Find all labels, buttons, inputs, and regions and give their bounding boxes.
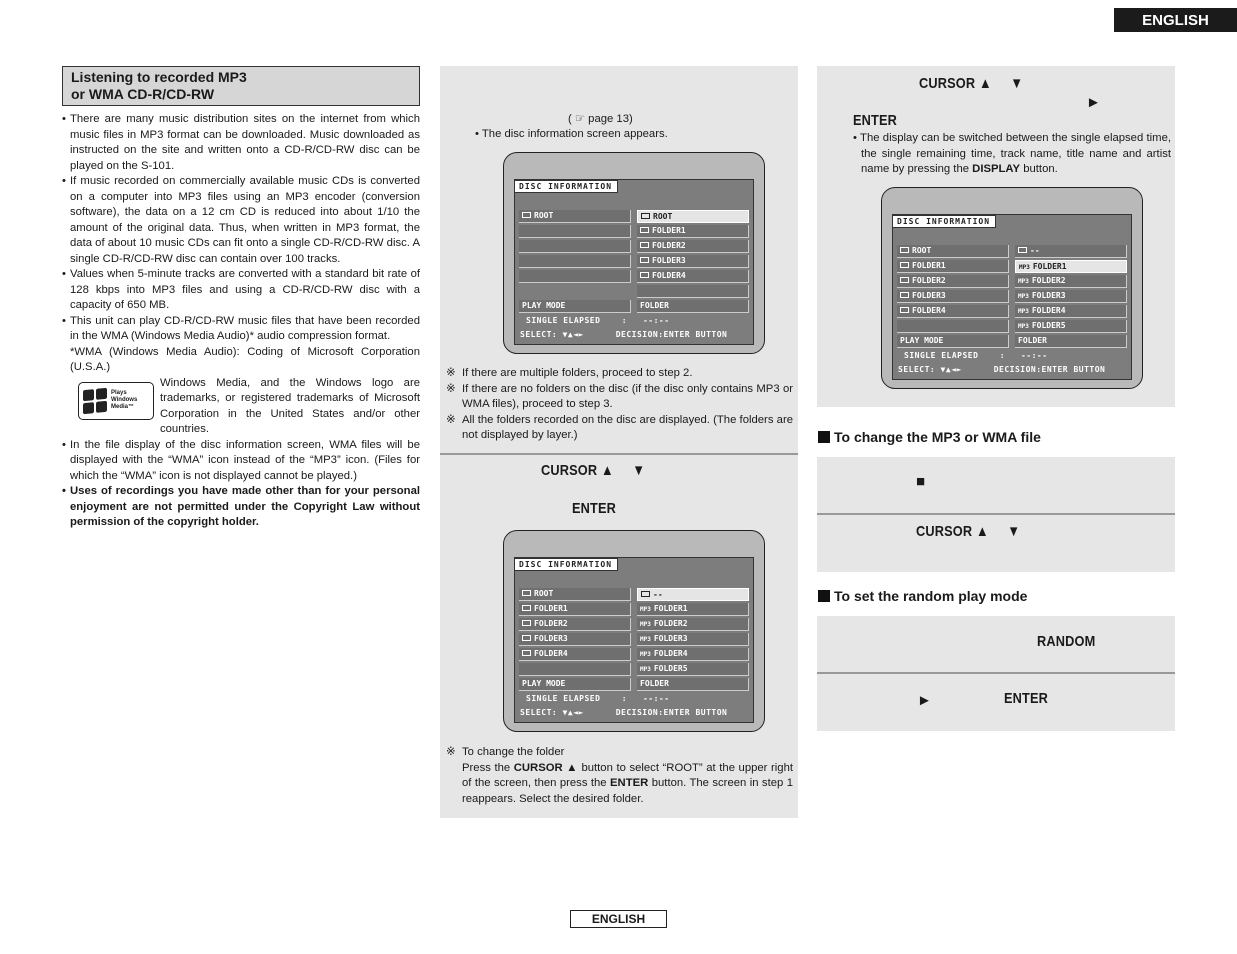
mp3-icon: MP3 — [1018, 308, 1029, 315]
logo-text-line: Media™ — [111, 404, 135, 410]
disc-info-screen-3 — [881, 187, 1143, 389]
note-item — [446, 413, 793, 444]
folder-icon — [900, 307, 909, 313]
note-mark: ※ — [446, 746, 456, 758]
bullet-item: • There are many music distribution sites on the internet from which music files in MP3 format can be downloaded. Music downloaded as instructed on the site and written onto a CD-R/CD-RW disc can be played on the S-101. — [62, 112, 420, 174]
screen-cell-label: FOLDER — [1018, 336, 1047, 345]
screen-cell — [897, 335, 1009, 348]
mp3-icon: MP3 — [1018, 278, 1029, 285]
screen-cell — [1015, 275, 1127, 288]
screen-cell — [897, 275, 1009, 288]
play-icon: ► — [917, 692, 932, 709]
screen-cell — [519, 603, 631, 616]
screen-cell-label: ROOT — [912, 246, 932, 255]
screen-cell — [519, 300, 631, 313]
enter-label: ENTER — [572, 500, 617, 517]
screen-cell-label: FOLDER3 — [1031, 291, 1066, 300]
elapsed-readout: SINGLE ELAPSED : --:-- — [526, 694, 670, 703]
screen-cell-label: FOLDER3 — [912, 291, 946, 300]
screen-cell-label: FOLDER — [640, 301, 669, 310]
logo-text — [111, 390, 137, 411]
screen-cell — [897, 290, 1009, 303]
screen-cell — [637, 663, 749, 676]
mp3-icon: MP3 — [640, 651, 651, 658]
screen-cell — [637, 285, 749, 298]
screen-cell-label: FOLDER4 — [912, 306, 946, 315]
bullet-list — [62, 112, 420, 531]
screen-cell — [519, 618, 631, 631]
screen-cell-label: FOLDER2 — [534, 619, 568, 628]
screen-cell-label: FOLDER2 — [912, 276, 946, 285]
bullet-item: • Values when 5-minute tracks are converted with a standard bit rate of 128 kbps into MP3 files and using a CD-R/CD-RW disc with a capacity of 650 MB. — [62, 267, 420, 314]
screen-cell-label: FOLDER1 — [912, 261, 946, 270]
screen-title: DISC INFORMATION — [514, 558, 618, 571]
cursor-ref: CURSOR ▲ — [513, 761, 578, 774]
screen-cell — [1015, 335, 1127, 348]
screen-cell-label: FOLDER1 — [652, 226, 686, 235]
screen-cell — [519, 225, 631, 238]
screen-cell — [637, 270, 749, 283]
folder-icon — [641, 591, 650, 597]
notes-block — [446, 366, 793, 444]
bullet-item: • In the file display of the disc information screen, WMA files will be displayed with the “WMA” icon instead of the “MP3” icon. (Files for which the “WMA” icon is not displayed cannot be played.) — [62, 438, 420, 485]
random-heading: To set the random play mode — [818, 588, 1027, 604]
screen-cell — [637, 648, 749, 661]
screen-cell-label: FOLDER4 — [534, 649, 568, 658]
screen-cell-label: FOLDER — [640, 679, 669, 688]
elapsed-readout: SINGLE ELAPSED : --:-- — [904, 351, 1048, 360]
screen-cell — [519, 210, 631, 223]
folder-icon — [900, 277, 909, 283]
screen-cell-label: FOLDER3 — [652, 256, 686, 265]
folder-icon — [1018, 247, 1027, 253]
stop-icon: ■ — [916, 473, 926, 490]
screen-cell — [1015, 320, 1127, 333]
mp3-icon: MP3 — [1019, 264, 1030, 271]
folder-icon — [900, 262, 909, 268]
logo-text-line: Windows — [111, 397, 138, 403]
mp3-icon: MP3 — [640, 666, 651, 673]
screen-cell-label: FOLDER3 — [653, 634, 688, 643]
screen-cell — [1015, 260, 1127, 273]
screen-cell — [637, 678, 749, 691]
screen-cell-label: FOLDER4 — [653, 649, 688, 658]
change-file-heading: To change the MP3 or WMA file — [818, 429, 1041, 445]
screen-cell-label: FOLDER5 — [1031, 321, 1066, 330]
screen-cell-label: FOLDER3 — [534, 634, 568, 643]
bullet-item: • This unit can play CD-R/CD-RW music files that have been recorded in the WMA (Windows Media Audio)* audio compression format. — [62, 314, 420, 345]
note-item — [446, 745, 793, 807]
page-footer: ENGLISH — [570, 910, 667, 928]
language-tab: ENGLISH — [1114, 8, 1237, 32]
cursor-label: CURSOR ▲ ▼ — [916, 523, 1021, 540]
screen-cell — [637, 240, 749, 253]
screen-cell-label: FOLDER1 — [1032, 262, 1067, 271]
folder-icon — [522, 212, 531, 218]
section-title-line2: or WMA CD-R/CD-RW — [71, 86, 215, 102]
trademark-text: Windows Media, and the Windows logo are trademarks, or registered trademarks of Microsoft Corporation in the United States and/or other countries. — [160, 376, 420, 435]
note-text: Press the — [462, 761, 514, 774]
enter-label: ENTER — [1004, 690, 1049, 707]
trademark-row — [62, 376, 420, 438]
note-mark: ※ — [446, 367, 456, 379]
note-title: To change the folder — [462, 746, 565, 758]
screen-cell — [519, 633, 631, 646]
screen-cell — [519, 270, 631, 283]
mp3-icon: MP3 — [1018, 293, 1029, 300]
windows-flag-icon — [83, 387, 107, 414]
folder-icon — [900, 247, 909, 253]
section-column — [62, 66, 420, 531]
note-text: button to select “ROOT” at the upper right of the screen, then press the — [462, 761, 793, 789]
section-title — [62, 66, 420, 106]
note-text: If there are no folders on the disc (if the disc only contains MP3 or WMA files), proceed to step 3. — [462, 382, 793, 410]
screen-cell-label: FOLDER2 — [652, 241, 686, 250]
screen-cell-label: FOLDER5 — [653, 664, 688, 673]
screen-cell — [637, 603, 749, 616]
logo-text-line: Plays — [111, 390, 127, 396]
note-text: All the folders recorded on the disc are displayed. (The folders are not displayed by layer.) — [462, 413, 793, 441]
note-mark: ※ — [446, 382, 456, 395]
note-text: If there are multiple folders, proceed to step 2. — [462, 367, 693, 379]
disc-info-screen-2 — [503, 530, 765, 732]
display-note: • The display can be switched between the single elapsed time, the single remaining time, track name, title name and artist name by pressing the DISPLAY button. — [853, 132, 1171, 175]
step-divider — [817, 672, 1175, 674]
screen-cell — [519, 240, 631, 253]
screen-title: DISC INFORMATION — [892, 215, 996, 228]
screen-cell — [519, 588, 631, 601]
folder-icon — [900, 292, 909, 298]
screen-cell-label: FOLDER2 — [1031, 276, 1066, 285]
screen-cell — [1015, 245, 1127, 258]
step-divider — [817, 513, 1175, 515]
screen-cell-label: PLAY MODE — [522, 679, 566, 688]
screen-cell — [519, 648, 631, 661]
enter-ref: ENTER — [610, 777, 649, 789]
screen-cell — [637, 300, 749, 313]
folder-icon — [522, 605, 531, 611]
note-item — [446, 366, 793, 382]
screen-cell — [1015, 290, 1127, 303]
mp3-icon: MP3 — [640, 606, 651, 613]
square-bullet-icon — [818, 590, 830, 602]
screen-cell-label: -- — [1030, 246, 1040, 255]
screen-cell-label: FOLDER4 — [652, 271, 686, 280]
wma-note: *WMA (Windows Media Audio): Coding of Microsoft Corporation (U.S.A.) — [70, 345, 420, 373]
select-hint: SELECT: ▼▲◄► DECISION:ENTER BUTTON — [520, 708, 728, 717]
select-hint: SELECT: ▼▲◄► DECISION:ENTER BUTTON — [898, 365, 1106, 374]
screen-cell — [519, 678, 631, 691]
folder-icon — [640, 227, 649, 233]
screen-cell-label: ROOT — [534, 589, 554, 598]
screen-cell — [897, 320, 1009, 333]
mp3-icon: MP3 — [640, 636, 651, 643]
elapsed-readout: SINGLE ELAPSED : --:-- — [526, 316, 670, 325]
step-divider — [440, 453, 798, 455]
screen-cell-label: PLAY MODE — [900, 336, 944, 345]
section-title-line1: Listening to recorded MP3 — [71, 69, 247, 85]
folder-icon — [522, 635, 531, 641]
folder-icon — [522, 590, 531, 596]
mp3-icon: MP3 — [1018, 323, 1029, 330]
screen-cell-label: FOLDER1 — [534, 604, 568, 613]
screen-cell-label: -- — [653, 590, 663, 599]
screen-cell — [897, 245, 1009, 258]
screen-cell — [519, 255, 631, 268]
play-icon: ► — [1086, 94, 1101, 111]
note-item — [446, 382, 793, 413]
note-mark: ※ — [446, 413, 456, 426]
copyright-bullet: • Uses of recordings you have made other than for your personal enjoyment are not permitted under the Copyright Law without permission of the copyright holder. — [62, 484, 420, 531]
screen-cell-label: PLAY MODE — [522, 301, 566, 310]
screen-cell — [637, 210, 749, 223]
screen-cell-label: FOLDER1 — [653, 604, 688, 613]
note-text: button. The screen in step 1 reappears. Select the desired folder. — [462, 777, 793, 805]
folder-icon — [522, 650, 531, 656]
change-folder-note — [446, 745, 793, 807]
screen-cell — [637, 618, 749, 631]
screen-cell — [519, 663, 631, 676]
disc-info-screen-1 — [503, 152, 765, 354]
info-screen-note: • The disc information screen appears. — [475, 128, 668, 140]
screen-cell — [637, 633, 749, 646]
screen-cell-label: ROOT — [653, 212, 673, 221]
screen-cell — [897, 305, 1009, 318]
folder-icon — [522, 620, 531, 626]
screen-cell-label: ROOT — [534, 211, 554, 220]
screen-cell — [637, 588, 749, 601]
windows-media-logo — [78, 382, 154, 420]
page-reference: ( ☞ page 13) — [568, 113, 633, 125]
random-label: RANDOM — [1037, 633, 1096, 650]
select-hint: SELECT: ▼▲◄► DECISION:ENTER BUTTON — [520, 330, 728, 339]
folder-icon — [641, 213, 650, 219]
enter-label: ENTER — [853, 112, 898, 129]
display-ref: DISPLAY — [972, 163, 1021, 175]
mp3-icon: MP3 — [640, 621, 651, 628]
screen-cell — [637, 255, 749, 268]
bullet-item: • If music recorded on commercially available music CDs is converted on a computer into MP3 files using an MP3 encoder (conversion software), the data on a 12 cm CD is reduced into about 1/10 the amount of the original data. Thus, when written in MP3 format, the data of about 10 music CDs can fit onto a single CD-R/CD-RW disc. A single CD-R/CD-RW disc can contain over 100 tracks. — [62, 174, 420, 267]
folder-icon — [640, 242, 649, 248]
cursor-label: CURSOR ▲ ▼ — [541, 462, 646, 479]
screen-title: DISC INFORMATION — [514, 180, 618, 193]
screen-cell-label: FOLDER4 — [1031, 306, 1066, 315]
folder-icon — [640, 257, 649, 263]
cursor-label: CURSOR ▲ ▼ — [919, 75, 1024, 92]
square-bullet-icon — [818, 431, 830, 443]
folder-icon — [640, 272, 649, 278]
screen-cell — [637, 225, 749, 238]
screen-cell-label: FOLDER2 — [653, 619, 688, 628]
screen-cell — [1015, 305, 1127, 318]
screen-cell — [897, 260, 1009, 273]
